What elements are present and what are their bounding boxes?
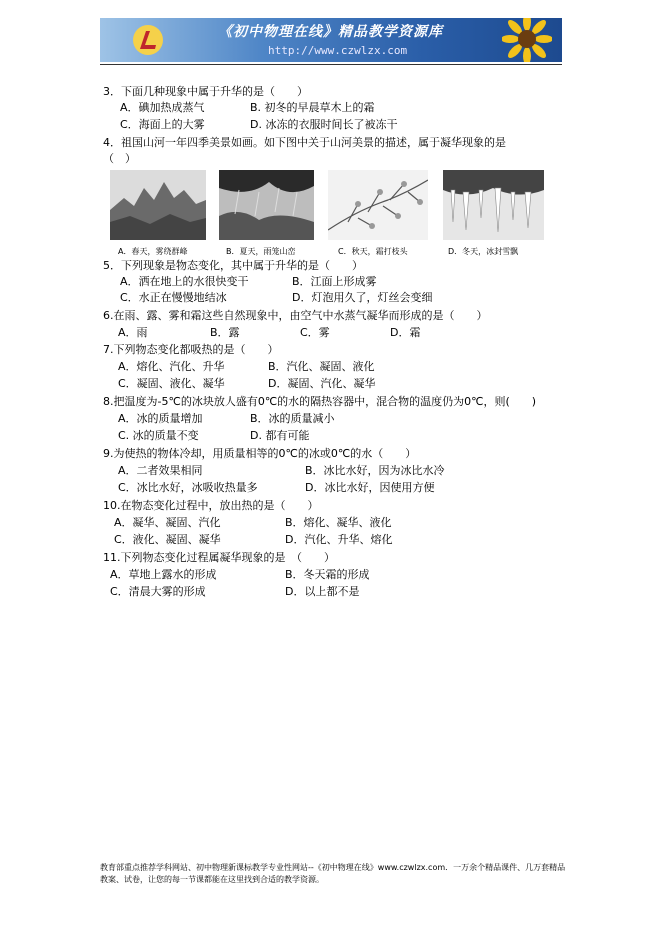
photo-caption-a: A．春天，雾绕群峰: [118, 247, 188, 256]
question-8-option-c: C. 冰的质量不变: [118, 429, 199, 442]
header-url[interactable]: http://www.czwlzx.com: [268, 44, 408, 57]
question-6-option-a: A．雨: [118, 326, 148, 339]
question-7-option-a: A．熔化、汽化、升华: [118, 360, 225, 373]
question-5-stem: 5．下列现象是物态变化，其中属于升华的是（ ）: [103, 259, 363, 272]
question-11-stem: 11.下列物态变化过程属凝华现象的是 （ ）: [103, 551, 335, 564]
question-6-stem: 6.在雨、露、雾和霜这些自然现象中，由空气中水蒸气凝华而形成的是（ ）: [103, 309, 488, 322]
photo-autumn-frost: [328, 170, 428, 240]
question-3-option-d: D. 冰冻的衣服时间长了被冻干: [250, 118, 398, 131]
photo-caption-b: B．夏天，雨笼山峦: [226, 247, 296, 256]
header-divider: [100, 64, 562, 65]
question-8-option-a: A．冰的质量增加: [118, 412, 203, 425]
question-10-option-c: C．液化、凝固、凝华: [114, 533, 221, 546]
question-8-stem: 8.把温度为-5℃的冰块放人盛有0℃的水的隔热容器中，混合物的温度仍为0℃，则( ): [103, 395, 537, 408]
question-11-option-b: B．冬天霜的形成: [285, 568, 370, 581]
sunflower-icon: [502, 18, 552, 62]
header-banner: [100, 18, 562, 62]
question-3-option-b: B. 初冬的早晨草木上的霜: [250, 101, 375, 114]
question-8-option-d: D. 都有可能: [250, 429, 310, 442]
question-7-option-c: C．凝固、液化、凝华: [118, 377, 225, 390]
photo-spring-mountains: [110, 170, 206, 240]
question-5-option-d: D．灯泡用久了，灯丝会变细: [292, 291, 433, 304]
question-8-option-b: B．冰的质量减小: [250, 412, 335, 425]
photo-summer-rain: [219, 170, 314, 240]
question-5-option-c: C．水正在慢慢地结冰: [120, 291, 227, 304]
question-9-option-d: D．冰比水好，因使用方便: [305, 481, 435, 494]
question-6-option-c: C．雾: [300, 326, 330, 339]
question-10-option-d: D．汽化、升华、熔化: [285, 533, 393, 546]
question-9-option-b: B．冰比水好，因为冰比水冷: [305, 464, 445, 477]
question-4-stem: 4．祖国山河一年四季美景如画。如下图中关于山河美景的描述，属于凝华现象的是: [103, 136, 506, 149]
question-9-stem: 9.为使热的物体冷却，用质量相等的0℃的冰或0℃的水（ ）: [103, 447, 417, 460]
site-logo-icon: [130, 23, 166, 57]
question-5-option-a: A．洒在地上的水很快变干: [120, 275, 249, 288]
question-10-option-b: B．熔化、凝华、液化: [285, 516, 392, 529]
question-3-option-a: A．碘加热成蒸气: [120, 101, 205, 114]
question-3-stem: 3．下面几种现象中属于升华的是（ ）: [103, 85, 308, 98]
question-3-option-c: C．海面上的大雾: [120, 118, 205, 131]
question-11-option-a: A．草地上露水的形成: [110, 568, 217, 581]
question-9-option-c: C．冰比水好，冰吸收热量多: [118, 481, 258, 494]
photo-caption-d: D．冬天，冰封雪飘: [448, 247, 519, 256]
question-9-option-a: A．二者效果相同: [118, 464, 203, 477]
question-4-answer-blank: （ ）: [103, 152, 136, 165]
question-10-stem: 10.在物态变化过程中，放出热的是（ ）: [103, 499, 319, 512]
question-6-option-b: B．露: [210, 326, 240, 339]
question-7-stem: 7.下列物态变化都吸热的是（ ）: [103, 343, 279, 356]
question-5-option-b: B．江面上形成雾: [292, 275, 377, 288]
question-6-option-d: D．霜: [390, 326, 421, 339]
footer-note: 教育部重点推荐学科网站、初中物理新课标教学专业性网站--《初中物理在线》www.czwlzx.com．一万余个精品课件、几万套精品教案、试卷，让您的每一节课都能在这里找到合适的教学资源。: [100, 863, 566, 884]
question-7-option-d: D．凝固、汽化、凝华: [268, 377, 376, 390]
question-7-option-b: B．汽化、凝固、液化: [268, 360, 375, 373]
header-title: 《初中物理在线》精品教学资源库: [218, 24, 443, 40]
question-10-option-a: A．凝华、凝固、汽化: [114, 516, 221, 529]
photo-caption-c: C．秋天，霜打枝头: [338, 247, 408, 256]
question-11-option-d: D．以上都不是: [285, 585, 360, 598]
question-11-option-c: C．清晨大雾的形成: [110, 585, 206, 598]
photo-winter-ice: [443, 170, 544, 240]
